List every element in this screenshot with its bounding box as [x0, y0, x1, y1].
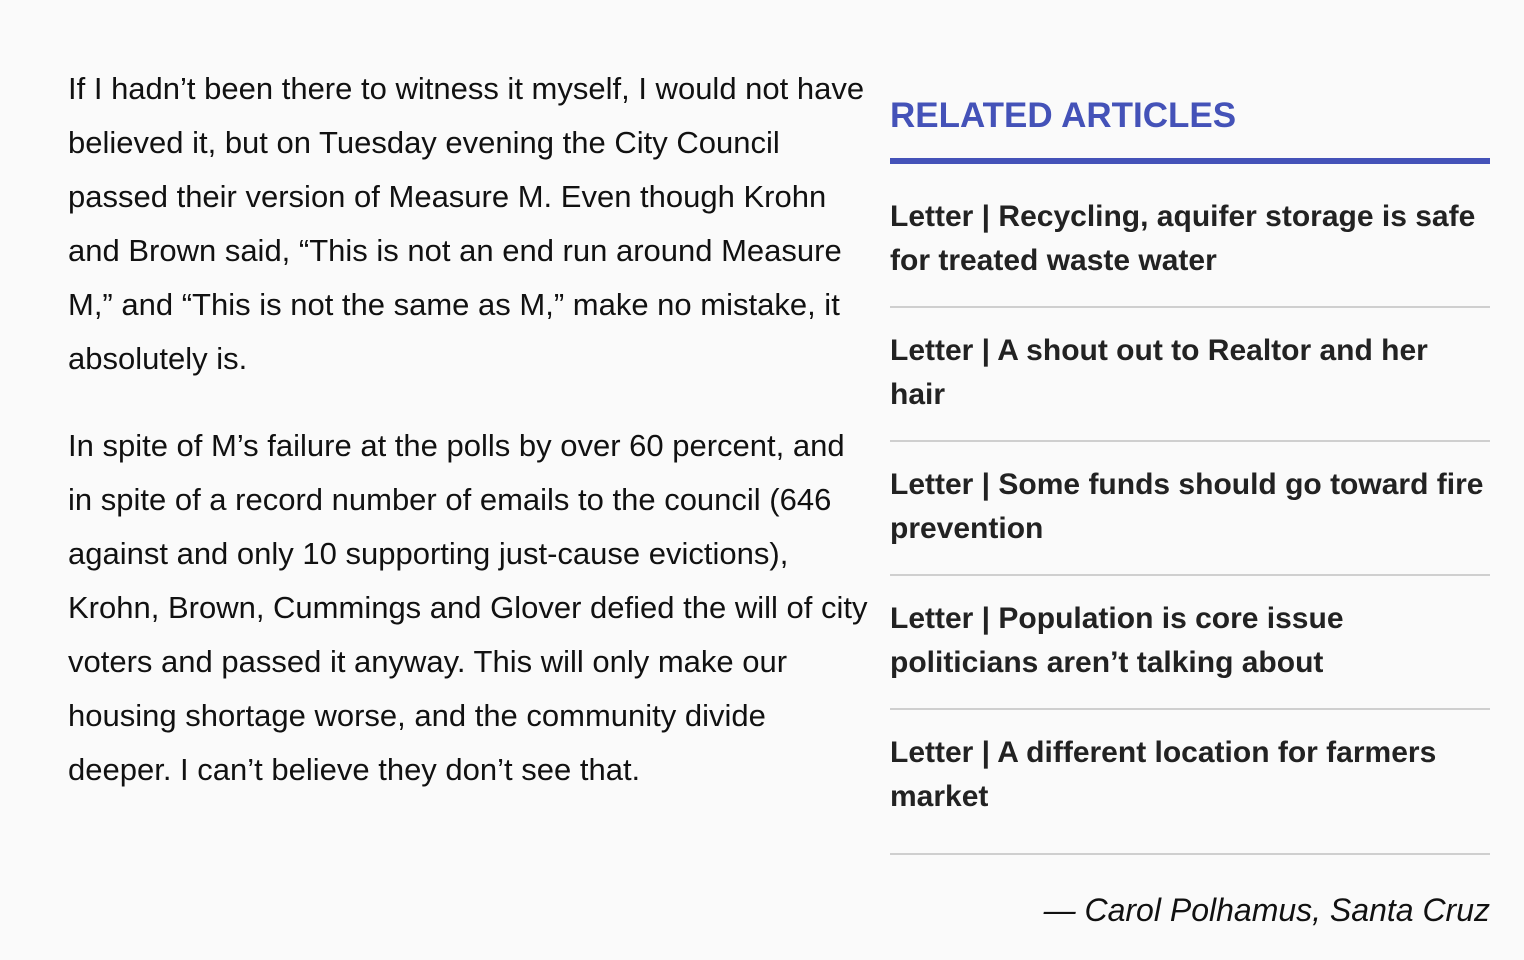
related-article-link[interactable]: Letter | Population is core issue politicians aren’t talking about: [890, 576, 1490, 710]
related-articles-list: [890, 164, 1490, 855]
related-articles-sidebar: [890, 92, 1490, 855]
related-article-link[interactable]: Letter | A shout out to Realtor and her hair: [890, 308, 1490, 442]
related-articles-heading: RELATED ARTICLES: [890, 92, 1490, 164]
article-paragraph: In spite of M’s failure at the polls by over 60 percent, and in spite of a record number of emails to the council (646 against and only 10 supporting just-cause evictions), Krohn, Brown, Cummings and Glover defied the will of city voters and passed it anyway. This will only make our housing shortage worse, and the community divide deeper. I can’t believe they don’t see that.: [68, 428, 868, 787]
related-article-link[interactable]: Letter | Some funds should go toward fire prevention: [890, 442, 1490, 576]
article-body: [68, 62, 868, 830]
related-article-link[interactable]: Letter | Recycling, aquifer storage is safe for treated waste water: [890, 164, 1490, 308]
article-paragraph: If I hadn’t been there to witness it myself, I would not have believed it, but on Tuesday evening the City Council passed their version of Measure M. Even though Krohn and Brown said, “This is not an end run around Measure M,” and “This is not the same as M,” make no mistake, it absolutely is.: [68, 71, 865, 376]
author-signature: — Carol Polhamus, Santa Cruz: [1043, 892, 1490, 928]
related-article-link[interactable]: Letter | A different location for farmers market: [890, 710, 1490, 855]
